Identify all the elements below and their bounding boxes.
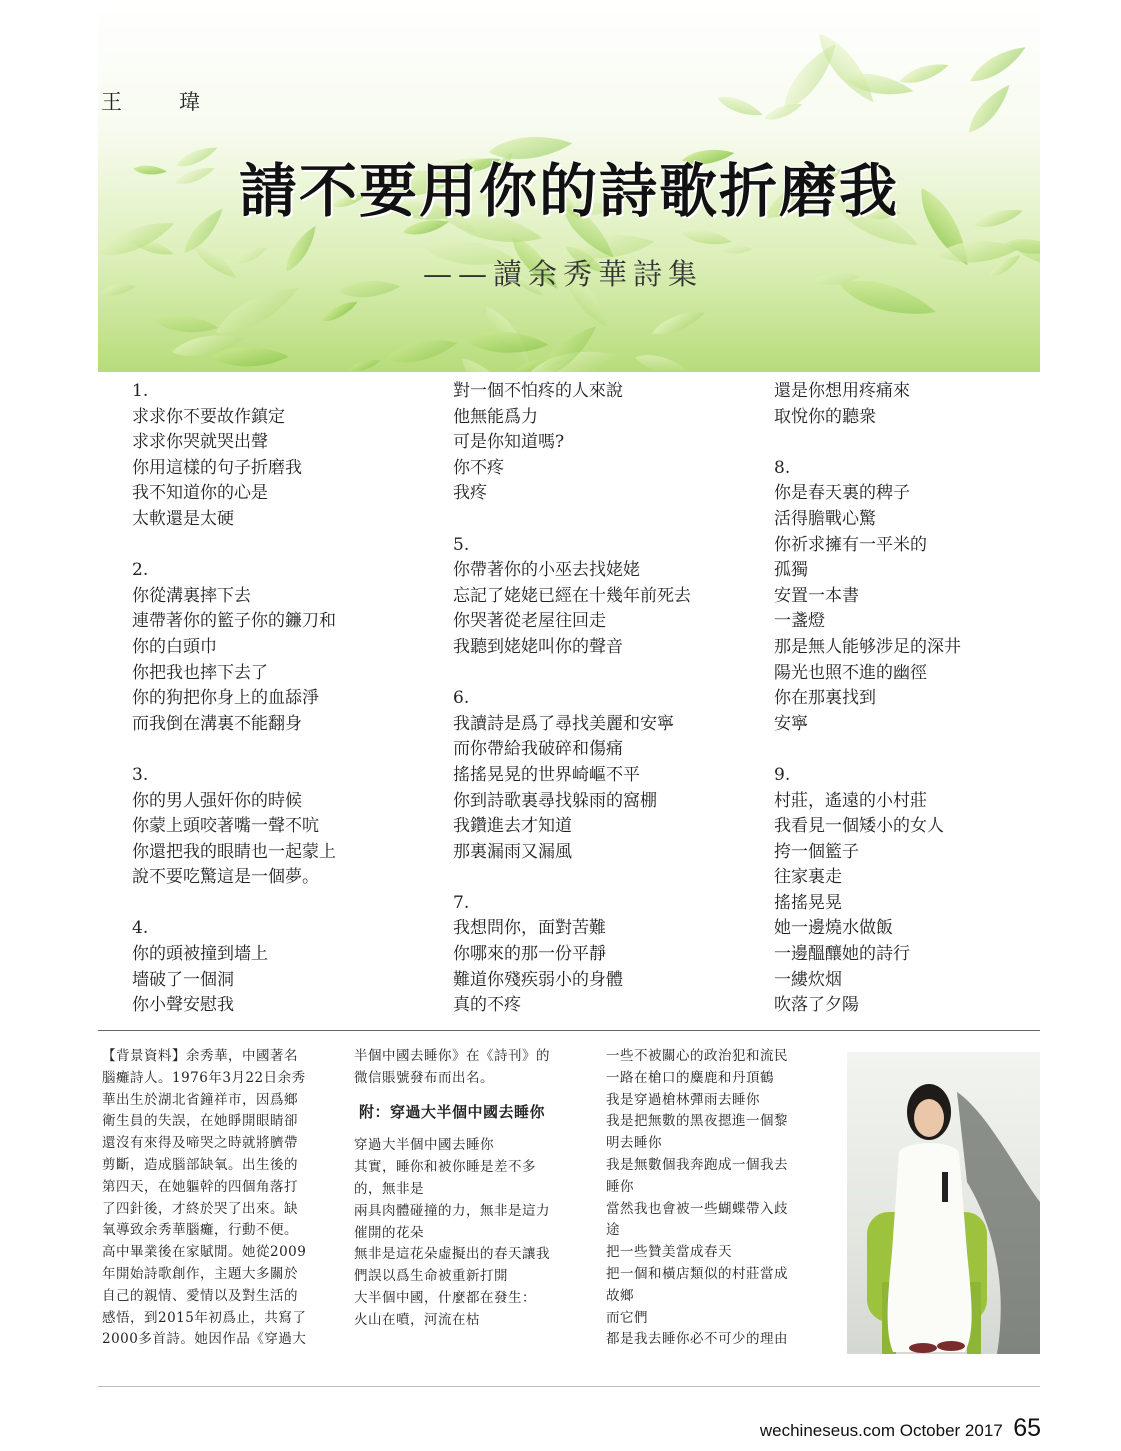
poem-line (453, 865, 691, 891)
poem-column-1 (132, 379, 336, 1019)
article-subtitle: ——讀余秀華詩集 (423, 257, 704, 291)
poem-line: 那裏漏雨又漏風 (453, 841, 572, 862)
background-line: 腦癱詩人。1976年3月22日余秀 (102, 1069, 306, 1086)
poem-line: 忘記了姥姥已經在十幾年前死去 (453, 585, 691, 606)
appendix-poem-line: 一些不被關心的政治犯和流民 (606, 1048, 788, 1064)
leaf-shape (680, 226, 733, 248)
leaf-shape (338, 279, 401, 300)
poem-line (453, 507, 691, 533)
poem-line: 安寧 (774, 713, 808, 734)
poem-line: 墻破了一個洞 (132, 969, 234, 990)
poem-line: 你把我也摔下去了 (132, 662, 268, 683)
appendix-poem-line: 的，無非是 (354, 1180, 424, 1197)
poem-line: 你哭著從老屋往回走 (453, 611, 606, 632)
leaf-shape (633, 351, 688, 372)
leaf-shape (210, 278, 304, 343)
poem-line: 你的白頭巾 (132, 636, 217, 657)
appendix-poem-line: 我是穿過槍林彈雨去睡你 (606, 1091, 760, 1108)
poem-line: 2. (132, 560, 149, 581)
footer-divider (98, 1386, 1040, 1387)
poem-line: 1. (132, 381, 149, 401)
leaf-shape (384, 334, 460, 368)
poem-line: 你是春天裏的稗子 (774, 483, 910, 504)
poem-line: 村莊，遙遠的小村莊 (774, 790, 927, 811)
poem-line (453, 661, 691, 687)
poem-line: 你哪來的那一份平靜 (453, 944, 606, 965)
poem-line: 求求你不要故作鎮定 (132, 406, 285, 427)
leaf-shape (154, 313, 219, 336)
background-line: 高中畢業後在家賦閒。她從2009 (102, 1244, 307, 1261)
poem-line: 搖搖晃晃 (774, 892, 842, 913)
background-line: 衛生員的失誤，在她睜開眼睛卻 (102, 1113, 298, 1130)
article-title: 請不要用你的詩歌折磨我 (238, 157, 899, 225)
poem-line: 你帶著你的小巫去找姥姥 (453, 560, 640, 581)
poem-line: 7. (453, 892, 470, 913)
poem-line (132, 737, 336, 763)
appendix-poem-line: 明去睡你 (606, 1135, 662, 1152)
background-line: 了四針後，才終於哭了出來。缺 (102, 1200, 298, 1217)
poem-line: 你從溝裏摔下去 (132, 585, 251, 606)
poem-line: 我看見一個矮小的女人 (774, 816, 944, 837)
leaf-shape (715, 92, 765, 121)
section-divider (98, 1030, 1040, 1031)
poem-line: 一邊醞釀她的詩行 (774, 944, 910, 965)
appendix-poem-line: 們誤以爲生命被重新打開 (354, 1268, 508, 1285)
poem-line: 我鑽進去才知道 (453, 816, 572, 837)
leaf-shape (319, 297, 361, 325)
appendix-poem-line: 穿過大半個中國去睡你 (354, 1137, 494, 1154)
appendix-poem-line: 無非是這花朵虛擬出的春天讓我 (354, 1246, 550, 1263)
leaf-shape (233, 244, 269, 268)
page-footer (760, 1414, 1041, 1443)
poem-line: 陽光也照不進的幽徑 (774, 662, 927, 683)
poem-line: 取悅你的聽衆 (774, 406, 876, 427)
appendix-poem-line: 故鄉 (606, 1287, 634, 1304)
poem-line: 挎一個籃子 (774, 841, 859, 862)
background-line: 自己的親情、愛情以及對生活的 (102, 1287, 298, 1304)
appendix-poem-line: 兩具肉體碰撞的力，無非是這力 (354, 1202, 550, 1219)
poem-line: 難道你殘疾弱小的身體 (453, 969, 623, 990)
poem-column-3 (774, 379, 961, 1019)
appendix-poem-line: 我是無數個我奔跑成一個我去 (606, 1156, 788, 1173)
footer-site-date: wechineseus.com October 2017 (759, 1421, 1003, 1440)
poem-line: 一縷炊烟 (774, 969, 842, 990)
poem-line: 我不知道你的心是 (132, 483, 268, 504)
background-line: 還沒有來得及啼哭之時就將臍帶 (102, 1135, 298, 1152)
poem-line: 你的男人强奸你的時候 (132, 790, 302, 811)
leaf-shape (281, 222, 321, 275)
poem-line (774, 737, 961, 763)
background-line: 第四天，在她軀幹的四個角落打 (102, 1178, 298, 1195)
poem-line: 我疼 (453, 483, 487, 504)
background-line: 感悟，到2015年初爲止，共寫了 (102, 1309, 307, 1326)
poem-line: 而我倒在溝裏不能翻身 (132, 713, 302, 734)
poem-line: 說不要吃驚這是一個夢。 (132, 867, 319, 888)
page-number: 65 (1013, 1414, 1041, 1442)
poem-line: 你不疼 (453, 457, 504, 478)
poem-line: 4. (132, 918, 149, 939)
poem-line: 求求你哭就哭出聲 (132, 432, 268, 453)
appendix-poem-line: 催開的花朵 (354, 1224, 424, 1241)
leaf-shape (98, 281, 137, 298)
appendix-poem-line: 都是我去睡你必不可少的理由 (606, 1331, 788, 1348)
appendix-poem-line: 我是把無數的黑夜摁進一個黎 (606, 1113, 788, 1130)
poem-line: 往家裏走 (774, 867, 842, 888)
poem-line (774, 430, 961, 456)
background-column-3 (606, 1046, 788, 1351)
poem-line: 連帶著你的籃子你的鐮刀和 (132, 611, 336, 632)
poem-line: 真的不疼 (453, 995, 521, 1016)
poem-line: 你蒙上頭咬著嘴一聲不吭 (132, 816, 319, 837)
appendix-poem-line: 把一個和橫店類似的村莊當成 (606, 1265, 788, 1282)
poem-line: 你還把我的眼睛也一起蒙上 (132, 841, 336, 862)
poem-line: 一盞燈 (774, 611, 825, 632)
poem-line: 你用這樣的句子折磨我 (132, 457, 302, 478)
appendix-poem-line: 其實，睡你和被你睡是差不多 (354, 1159, 536, 1176)
leaf-shape (966, 40, 1030, 88)
background-column-1 (102, 1046, 306, 1351)
poem-line: 對一個不怕疼的人來說 (453, 381, 623, 401)
poem-line: 你的狗把你身上的血舔淨 (132, 688, 319, 709)
poem-line: 他無能爲力 (453, 406, 538, 427)
author-photo (847, 1052, 1040, 1354)
appendix-poem-line: 而它們 (606, 1309, 648, 1326)
poem-line: 你祈求擁有一平米的 (774, 534, 927, 555)
leaf-shape (650, 306, 708, 340)
poem-line: 吹落了夕陽 (774, 995, 859, 1016)
background-line: 2000多首詩。她因作品《穿過大 (102, 1331, 307, 1348)
poem-line: 5. (453, 534, 470, 555)
appendix-heading: 附：穿過大半個中國去睡你 (358, 1102, 545, 1121)
poem-line: 你在那裏找到 (774, 688, 876, 709)
background-line: 華出生於湖北省鐘祥市，因爲鄉 (102, 1091, 298, 1108)
appendix-poem-line: 途 (606, 1222, 620, 1239)
poem-line: 我讀詩是爲了尋找美麗和安寧 (453, 713, 674, 734)
poem-line: 你到詩歌裏尋找躲雨的窩棚 (453, 790, 657, 811)
poem-line: 我想問你，面對苦難 (453, 918, 606, 939)
background-line: 【背景資料】余秀華，中國著名 (102, 1048, 298, 1064)
poem-line: 而你帶給我破碎和傷痛 (453, 739, 623, 760)
poem-line (132, 533, 336, 559)
poem-line: 搖搖晃晃的世界崎嶇不平 (453, 764, 640, 785)
background-line: 半個中國去睡你》在《詩刊》的 (354, 1048, 550, 1064)
poem-line: 你的頭被撞到墻上 (132, 944, 268, 965)
poem-line: 我聽到姥姥叫你的聲音 (453, 636, 623, 657)
poem-line: 9. (774, 764, 791, 785)
background-column-2 (354, 1046, 550, 1332)
poem-line: 6. (453, 688, 470, 709)
poem-line: 可是你知道嗎? (453, 432, 565, 453)
poem-line: 她一邊燒水做飯 (774, 918, 893, 939)
author-name: 王 瑋 (101, 90, 218, 114)
poem-line: 還是你想用疼痛來 (774, 381, 910, 401)
appendix-poem-line: 把一些贊美當成春天 (606, 1244, 732, 1261)
poem-line: 你小聲安慰我 (132, 995, 234, 1016)
poem-line: 太軟還是太硬 (132, 508, 234, 529)
appendix-poem-line: 大半個中國，什麼都在發生： (354, 1289, 536, 1306)
leaf-shape (720, 245, 753, 254)
poem-line: 8. (774, 457, 791, 478)
poem-column-2 (453, 379, 691, 1019)
leaf-shape (166, 365, 238, 372)
poem-line: 活得膽戰心驚 (774, 508, 876, 529)
poem-line (132, 891, 336, 917)
appendix-poem-line: 當然我也會被一些蝴蝶帶入歧 (606, 1200, 788, 1217)
appendix-poem-line: 一路在槍口的麋鹿和丹頂鶴 (606, 1069, 774, 1086)
background-line: 年開始詩歌創作，主題大多關於 (102, 1265, 298, 1282)
leaf-shape (963, 80, 1016, 138)
leaf-shape (348, 357, 382, 372)
poem-line: 那是無人能够涉足的深井 (774, 636, 961, 657)
background-line: 氧導致余秀華腦癱，行動不便。 (102, 1222, 298, 1239)
poem-line: 孤獨 (774, 560, 808, 581)
leaf-shape (898, 59, 951, 88)
appendix-poem-line: 火山在噴，河流在枯 (354, 1311, 480, 1328)
poem-line: 3. (132, 764, 149, 785)
appendix-poem-line: 睡你 (606, 1178, 634, 1195)
background-line: 剪斷，造成腦部缺氧。出生後的 (102, 1156, 298, 1173)
leaf-shape (465, 330, 549, 356)
poem-line: 安置一本書 (774, 585, 859, 606)
background-line: 微信賬號發布而出名。 (354, 1069, 494, 1086)
